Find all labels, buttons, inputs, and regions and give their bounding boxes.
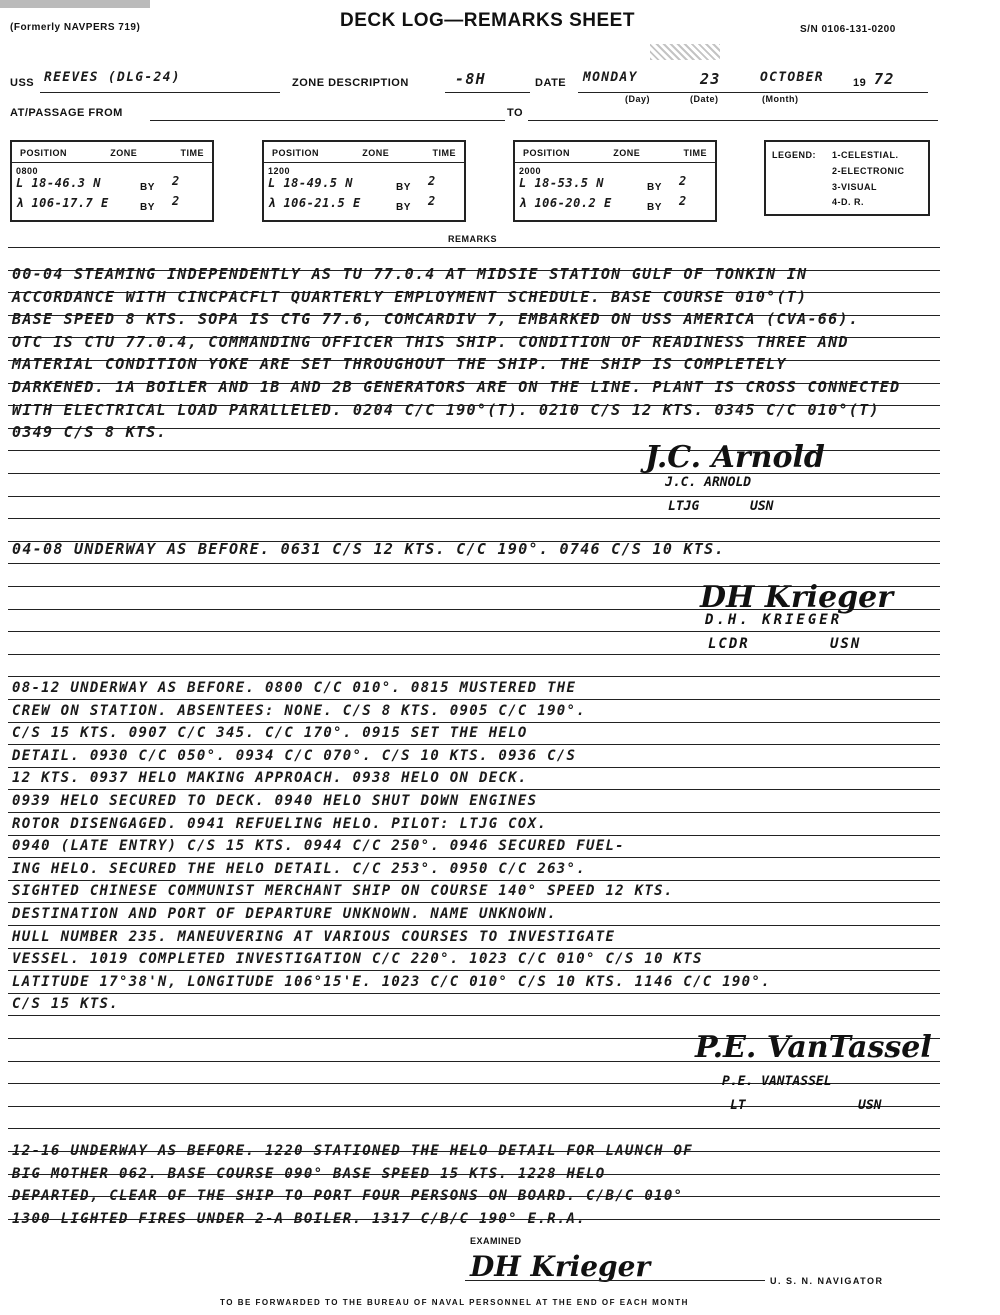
- legend-box: [764, 140, 930, 216]
- by-label: BY: [647, 182, 662, 193]
- log-line: C/S 15 KTS.: [12, 996, 120, 1013]
- log-line: MATERIAL CONDITION YOKE ARE SET THROUGHOUT THE SHIP. THE SHIP IS COMPLETELY: [12, 355, 787, 374]
- position-box-divider: [515, 162, 715, 163]
- signature-service: USN: [858, 1098, 882, 1113]
- latitude-value: L 18-49.5 N: [268, 176, 353, 190]
- navigator-signature: DH Krieger: [470, 1250, 651, 1283]
- ruled-line: [8, 518, 940, 519]
- legend-item: 1-CELESTIAL.: [832, 150, 899, 160]
- longitude-by-value: 2: [428, 194, 437, 208]
- position-box-1200: [262, 140, 466, 222]
- passage-to-label: TO: [507, 107, 524, 119]
- log-line: 0940 (LATE ENTRY) C/S 15 KTS. 0944 C/C 250°. 0946 SECURED FUEL-: [12, 838, 625, 855]
- watch-entry-08-12: [12, 677, 937, 1016]
- log-line: BIG MOTHER 062. BASE COURSE 090° BASE SPEED 15 KTS. 1228 HELO: [12, 1165, 606, 1182]
- ruled-line: [8, 247, 940, 248]
- log-line: 12 KTS. 0937 HELO MAKING APPROACH. 0938 HELO ON DECK.: [12, 770, 528, 787]
- log-line: 0349 C/S 8 KTS.: [12, 423, 167, 442]
- ruled-line: [8, 1106, 940, 1107]
- ink-smudge: [650, 44, 720, 60]
- latitude-value: L 18-46.3 N: [16, 176, 101, 190]
- watch-entry-04-08: [12, 538, 937, 561]
- zone-header: ZONE: [613, 148, 641, 158]
- log-line: ACCORDANCE WITH CINCPACFLT QUARTERLY EMPLOYMENT SCHEDULE. BASE COURSE 010°(T): [12, 287, 808, 306]
- date-underline: [578, 92, 928, 93]
- legend-item: 4-D. R.: [832, 197, 865, 207]
- signature-name: J.C. ARNOLD: [665, 475, 752, 490]
- signature-name: D.H. KRIEGER: [705, 612, 843, 628]
- log-line: ROTOR DISENGAGED. 0941 REFUELING HELO. PILOT: LTJG COX.: [12, 815, 548, 832]
- page-title: DECK LOG—REMARKS SHEET: [340, 10, 635, 31]
- year-value: 72: [874, 70, 895, 88]
- passage-from-underline: [150, 120, 505, 121]
- ruled-line: [8, 654, 940, 655]
- legend-item: 2-ELECTRONIC: [832, 166, 905, 176]
- log-line: CREW ON STATION. ABSENTEES: NONE. C/S 8 KTS. 0905 C/C 190°.: [12, 702, 586, 719]
- stock-number: S/N 0106-131-0200: [800, 24, 896, 35]
- latitude-by-value: 2: [679, 174, 688, 188]
- position-header: POSITION: [20, 148, 68, 158]
- passage-to-underline: [528, 120, 938, 121]
- log-line: BASE SPEED 8 KTS. SOPA IS CTG 77.6, COMCARDIV 7, EMBARKED ON USS AMERICA (CVA-66).: [12, 310, 860, 329]
- log-line: DESTINATION AND PORT OF DEPARTURE UNKNOWN. NAME UNKNOWN.: [12, 905, 557, 922]
- by-label: BY: [140, 202, 155, 213]
- longitude-value: λ 106-20.2 E: [519, 196, 612, 210]
- time-header: TIME: [180, 148, 204, 158]
- examined-label: EXAMINED: [470, 1236, 522, 1246]
- watch-entry-12-16: [12, 1140, 937, 1230]
- signature-rank: LTJG: [668, 499, 700, 514]
- signature-service: USN: [750, 499, 774, 514]
- signature-name: P.E. VANTASSEL: [722, 1074, 832, 1089]
- zone-header: ZONE: [110, 148, 138, 158]
- signature-rank: LCDR: [708, 636, 750, 652]
- navigator-label: U. S. N. NAVIGATOR: [770, 1276, 884, 1286]
- zone-underline: [445, 92, 530, 93]
- scan-corner-mark: [0, 0, 150, 8]
- position-box-divider: [12, 162, 212, 163]
- log-line: 1300 LIGHTED FIRES UNDER 2-A BOILER. 1317 C/B/C 190° E.R.A.: [12, 1210, 586, 1227]
- zone-value: -8H: [455, 70, 486, 88]
- month-value: OCTOBER: [760, 70, 824, 85]
- legend-item: 3-VISUAL: [832, 182, 878, 192]
- position-time: 2000: [519, 166, 542, 176]
- log-line: 00-04 STEAMING INDEPENDENTLY AS TU 77.0.4 AT MIDSIE STATION GULF OF TONKIN IN: [12, 265, 808, 283]
- ruled-line: [8, 563, 940, 564]
- longitude-value: λ 106-17.7 E: [16, 196, 109, 210]
- log-line: ING HELO. SECURED THE HELO DETAIL. C/C 253°. 0950 C/C 263°.: [12, 860, 586, 877]
- position-header: POSITION: [272, 148, 320, 158]
- uss-label: USS: [10, 77, 35, 89]
- by-label: BY: [396, 202, 411, 213]
- position-box-2000: [513, 140, 717, 222]
- position-time: 1200: [268, 166, 291, 176]
- signature-rank: LT: [730, 1098, 746, 1113]
- position-box-0800: [10, 140, 214, 222]
- zone-header: ZONE: [362, 148, 390, 158]
- log-line: DEPARTED, CLEAR OF THE SHIP TO PORT FOUR PERSONS ON BOARD. C/B/C 010°: [12, 1188, 684, 1205]
- signature-service: USN: [830, 636, 862, 652]
- position-time: 0800: [16, 166, 39, 176]
- log-line: LATITUDE 17°38'N, LONGITUDE 106°15'E. 1023 C/C 010° C/S 10 KTS. 1146 C/C 190°.: [12, 973, 771, 990]
- by-label: BY: [140, 182, 155, 193]
- date-label: DATE: [535, 77, 567, 89]
- navigator-signature-line: [465, 1280, 765, 1281]
- log-line: 12-16 UNDERWAY AS BEFORE. 1220 STATIONED THE HELO DETAIL FOR LAUNCH OF: [12, 1143, 694, 1159]
- watch-entry-00-04: [12, 263, 937, 444]
- time-header: TIME: [432, 148, 456, 158]
- time-header: TIME: [683, 148, 707, 158]
- day-value: MONDAY: [583, 70, 638, 85]
- forward-note: TO BE FORWARDED TO THE BUREAU OF NAVAL PERSONNEL AT THE END OF EACH MONTH: [220, 1298, 689, 1307]
- log-line: 0939 HELO SECURED TO DECK. 0940 HELO SHUT DOWN ENGINES: [12, 792, 538, 809]
- log-line: DARKENED. 1A BOILER AND 1B AND 2B GENERATORS ARE ON THE LINE. PLANT IS CROSS CONNECTED: [12, 377, 901, 396]
- log-line: WITH ELECTRICAL LOAD PARALLELED. 0204 C/C 190°(T). 0210 C/S 12 KTS. 0345 C/C 010°(T): [12, 400, 880, 419]
- log-line: C/S 15 KTS. 0907 C/C 345. C/C 170°. 0915 SET THE HELO: [12, 725, 528, 742]
- log-line: 04-08 UNDERWAY AS BEFORE. 0631 C/S 12 KTS. C/C 190°. 0746 C/S 10 KTS.: [12, 540, 725, 558]
- signature-handwritten: P.E. VanTassel: [695, 1030, 932, 1065]
- ship-underline: [40, 92, 280, 93]
- log-line: 08-12 UNDERWAY AS BEFORE. 0800 C/C 010°. 0815 MUSTERED THE: [12, 680, 577, 696]
- position-header: POSITION: [523, 148, 571, 158]
- date-value: 23: [700, 70, 721, 88]
- date-caption: (Date): [690, 94, 719, 104]
- zone-label: ZONE DESCRIPTION: [292, 77, 409, 89]
- latitude-value: L 18-53.5 N: [519, 176, 604, 190]
- year-prefix: 19: [853, 77, 867, 89]
- month-caption: (Month): [762, 94, 799, 104]
- log-line: VESSEL. 1019 COMPLETED INVESTIGATION C/C 220°. 1023 C/C 010° C/S 10 KTS: [12, 951, 703, 968]
- signature-handwritten: DH Krieger: [700, 580, 894, 615]
- latitude-by-value: 2: [428, 174, 437, 188]
- signature-handwritten: J.C. Arnold: [645, 440, 825, 475]
- by-label: BY: [647, 202, 662, 213]
- ruled-line: [8, 496, 940, 497]
- log-line: HULL NUMBER 235. MANEUVERING AT VARIOUS COURSES TO INVESTIGATE: [12, 928, 616, 945]
- passage-label: AT/PASSAGE FROM: [10, 107, 123, 119]
- ruled-line: [8, 631, 940, 632]
- by-label: BY: [396, 182, 411, 193]
- ruled-line: [8, 1128, 940, 1129]
- log-line: OTC IS CTU 77.0.4, COMMANDING OFFICER THIS SHIP. CONDITION OF READINESS THREE AND: [12, 332, 849, 351]
- latitude-by-value: 2: [172, 174, 181, 188]
- position-box-divider: [264, 162, 464, 163]
- longitude-value: λ 106-21.5 E: [268, 196, 361, 210]
- log-line: DETAIL. 0930 C/C 050°. 0934 C/C 070°. C/S 10 KTS. 0936 C/S: [12, 747, 577, 764]
- form-number: (Formerly NAVPERS 719): [10, 22, 141, 33]
- day-caption: (Day): [625, 94, 651, 104]
- remarks-heading: REMARKS: [448, 234, 498, 244]
- ship-name: REEVES (DLG-24): [44, 70, 181, 85]
- log-line: SIGHTED CHINESE COMMUNIST MERCHANT SHIP ON COURSE 140° SPEED 12 KTS.: [12, 883, 674, 900]
- legend-title: LEGEND:: [772, 150, 816, 160]
- longitude-by-value: 2: [679, 194, 688, 208]
- longitude-by-value: 2: [172, 194, 181, 208]
